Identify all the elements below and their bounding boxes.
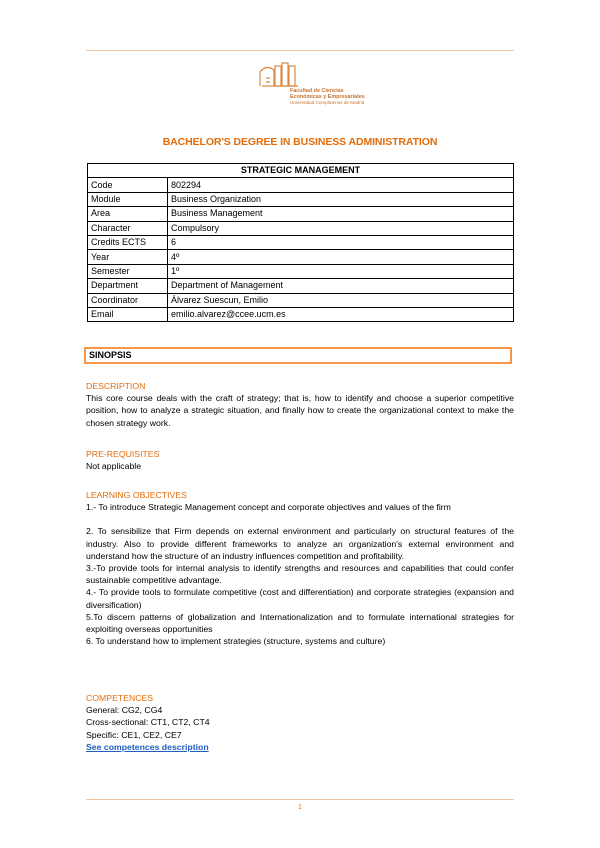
prerequisites-section [86,448,514,472]
page-number: 1 [298,804,302,811]
description-heading: DESCRIPTION [86,381,146,391]
competences-specific: Specific: CE1, CE2, CE7 [86,729,182,740]
table-row [88,235,514,249]
row-value: 1º [168,264,514,278]
row-value: Department of Management [168,279,514,293]
table-row [88,307,514,321]
competences-cross: Cross-sectional: CT1, CT2, CT4 [86,717,210,728]
row-key: Coordinator [88,293,168,307]
logo-line-3: Universidad Complutense de Madrid [290,100,365,105]
table-row [88,207,514,221]
table-row [88,192,514,206]
objective-item: 5.To discern patterns of globalization and Internationalization and to formulate international strategies for exploiting overseas opportunities [86,611,514,635]
row-value: 4º [168,250,514,264]
row-key: Code [88,178,168,192]
header-rule [86,50,514,51]
row-value: emilio.alvarez@ccee.ucm.es [168,307,514,321]
objective-item: 6. To understand how to implement strategies (structure, systems and culture) [86,636,386,647]
row-value: Business Management [168,207,514,221]
description-section [86,380,514,429]
table-heading: STRATEGIC MANAGEMENT [88,164,514,178]
objectives-heading: LEARNING OBJECTIVES [86,490,187,500]
course-info-table [87,163,514,322]
table-row [88,221,514,235]
row-key: Character [88,221,168,235]
row-value: 802294 [168,178,514,192]
building-logo-icon [258,60,302,90]
row-key: Semester [88,264,168,278]
row-key: Year [88,250,168,264]
objective-item: 3.-To provide tools for internal analysis to identify strengths and resources and capabilities that could confer sustainable competitive advantage. [86,563,514,586]
row-key: Area [88,207,168,221]
footer-rule [86,799,514,800]
table-row [88,293,514,307]
row-key: Module [88,192,168,206]
row-value: Compulsory [168,221,514,235]
table-row [88,279,514,293]
competences-general: General: CG2, CG4 [86,705,163,716]
row-value: 6 [168,235,514,249]
table-row [88,178,514,192]
competences-section [86,692,514,753]
logo-line-2: Económicas y Empresariales [290,94,365,100]
prerequisites-heading: PRE-REQUISITES [86,449,160,459]
row-value: Álvarez Suescun, Emilio [168,293,514,307]
logo-line-1: Facultad de Ciencias [290,88,344,94]
faculty-logo [258,60,365,110]
objective-item: 1.- To introduce Strategic Management concept and corporate objectives and values of the firm [86,502,451,513]
competences-heading: COMPETENCES [86,693,154,703]
row-key: Credits ECTS [88,235,168,249]
row-value: Business Organization [168,192,514,206]
objectives-section [86,489,514,647]
sinopsis-box: SINOPSIS [84,347,512,364]
competences-link[interactable]: See competences description [86,741,209,752]
objective-item: 4.- To provide tools to formulate competitive (cost and differentiation) and corporate strategies (expansion and diversification) [86,587,514,610]
objective-item: 2. To sensibilize that Firm depends on external environment and particularly on structural features of the industry. Also to provide different frameworks to analyze an organization's external environment and understand how the structure of an industry influences competition and profitability. [86,526,514,561]
description-text: This core course deals with the craft of strategy; that is, how to identify and choose a superior competitive position, how to analyze a strategic situation, and finally how to create the organizational context to make the chosen strategy work. [86,393,514,428]
page-title: BACHELOR'S DEGREE IN BUSINESS ADMINISTRATION [162,136,438,148]
table-row [88,250,514,264]
row-key: Email [88,307,168,321]
row-key: Department [88,279,168,293]
prerequisites-text: Not applicable [86,461,142,472]
table-row [88,264,514,278]
